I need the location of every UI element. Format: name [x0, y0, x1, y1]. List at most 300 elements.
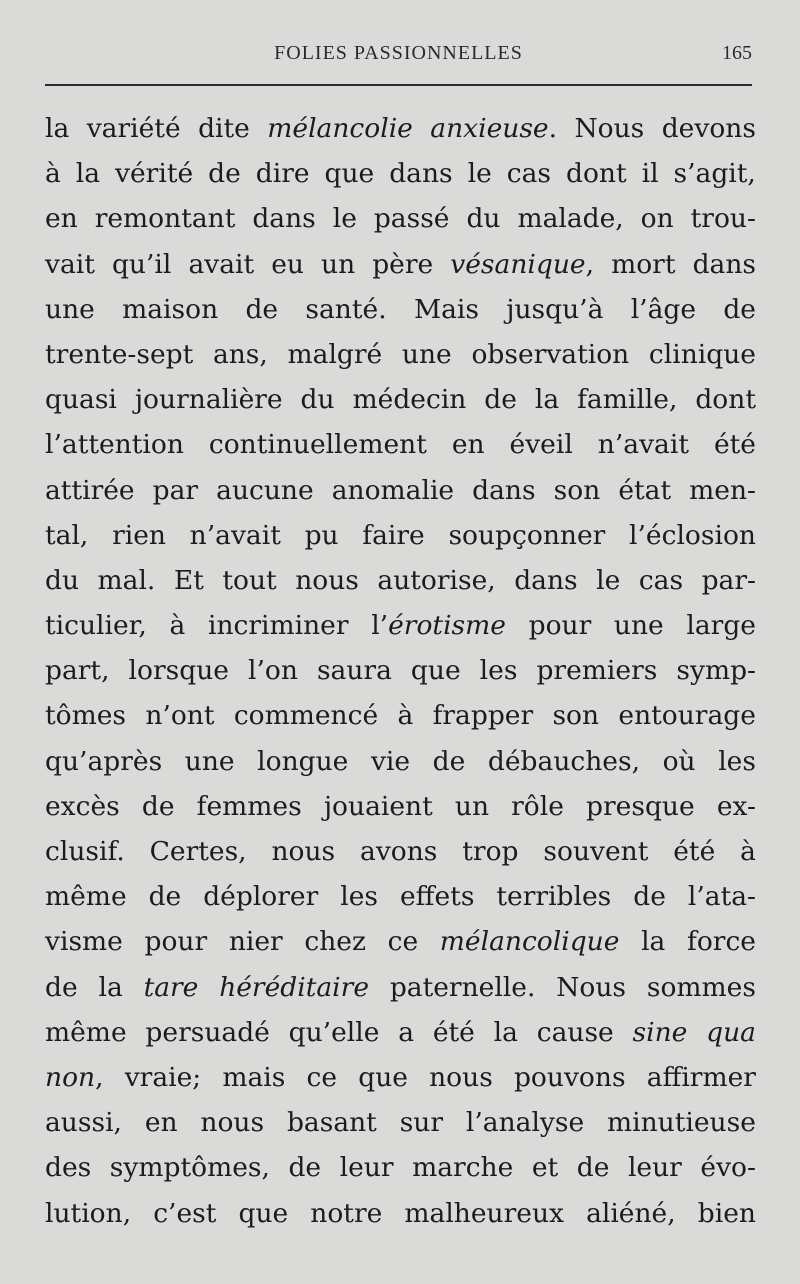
- roman-text: notre: [310, 1197, 383, 1229]
- word: [301, 377, 335, 422]
- roman-text: l’âge: [630, 293, 697, 325]
- word: [271, 829, 335, 874]
- word: [256, 151, 310, 196]
- roman-text: faire: [362, 519, 425, 551]
- word: [372, 242, 433, 287]
- roman-text: tal,: [45, 519, 89, 551]
- word: [76, 151, 100, 196]
- word: [433, 1010, 475, 1055]
- word: [145, 919, 208, 964]
- word: [618, 468, 671, 513]
- roman-text: en: [45, 203, 78, 235]
- word: [371, 739, 410, 784]
- word: [150, 829, 247, 874]
- roman-text: à: [397, 700, 414, 732]
- roman-text: c’est: [153, 1197, 217, 1229]
- roman-text: force: [687, 926, 756, 958]
- text-line: [45, 739, 756, 784]
- word: [305, 513, 339, 558]
- word: [45, 332, 193, 377]
- word: [325, 151, 375, 196]
- roman-text: on: [640, 203, 674, 235]
- roman-text: passé: [373, 203, 450, 235]
- word: [494, 1010, 518, 1055]
- roman-text: son: [553, 474, 601, 506]
- roman-text: dans: [514, 564, 578, 596]
- roman-text: saura: [316, 655, 392, 687]
- roman-text: la: [75, 158, 101, 190]
- word: [723, 287, 756, 332]
- word: [188, 242, 254, 287]
- word: [552, 693, 599, 738]
- roman-text: incriminer: [207, 610, 349, 642]
- word: [674, 151, 756, 196]
- word: [110, 1145, 270, 1190]
- roman-text: ans,: [212, 338, 268, 370]
- word: [647, 965, 756, 1010]
- italic-text: mélancolie: [267, 113, 413, 144]
- word: [429, 1055, 493, 1100]
- roman-text: à: [169, 610, 186, 642]
- word: [98, 965, 122, 1010]
- word: [122, 287, 218, 332]
- word: [641, 919, 665, 964]
- word: [245, 287, 278, 332]
- roman-text: minutieuse: [607, 1107, 756, 1139]
- italic-text: vésanique: [450, 248, 586, 280]
- word: [362, 513, 424, 558]
- roman-text: un: [321, 248, 356, 280]
- word: [340, 874, 378, 919]
- word: [185, 739, 235, 784]
- word: [390, 965, 536, 1010]
- roman-text: à: [45, 158, 61, 190]
- roman-text: l’éclosion: [629, 519, 756, 551]
- word: [317, 648, 392, 693]
- roman-text: de: [576, 1152, 610, 1184]
- word: [468, 151, 492, 196]
- roman-text: pour: [144, 926, 208, 958]
- word: [288, 332, 383, 377]
- word: [717, 784, 756, 829]
- word: [45, 196, 78, 241]
- text-line: [45, 874, 756, 919]
- text-line: [45, 106, 756, 151]
- roman-text: pu: [304, 519, 339, 551]
- roman-text: malheureux: [404, 1197, 564, 1229]
- roman-text: de: [484, 384, 517, 416]
- word: [536, 648, 657, 693]
- roman-text: son: [552, 700, 600, 732]
- word: [248, 648, 298, 693]
- text-line: [45, 287, 756, 332]
- roman-text: bien: [697, 1197, 756, 1229]
- body-text: [45, 106, 756, 1236]
- roman-text: évo-: [700, 1152, 756, 1184]
- word: [430, 106, 557, 151]
- roman-text: Et: [173, 564, 204, 596]
- word: [87, 106, 181, 151]
- word: [633, 1010, 688, 1055]
- word: [332, 468, 454, 513]
- word: [455, 784, 489, 829]
- italic-text: qua: [706, 1016, 756, 1048]
- roman-text: à: [740, 836, 756, 867]
- word: [448, 513, 605, 558]
- roman-text: continuellement: [208, 429, 427, 461]
- word: [388, 919, 419, 964]
- roman-text: clinique: [648, 338, 756, 370]
- word: [324, 784, 433, 829]
- roman-text: qu’il: [111, 248, 172, 280]
- roman-text: où: [662, 745, 696, 777]
- word: [252, 196, 315, 241]
- word: [586, 1191, 676, 1236]
- word: [374, 196, 450, 241]
- roman-text: visme: [45, 926, 123, 958]
- text-line: [45, 1100, 756, 1145]
- word: [257, 739, 348, 784]
- word: [577, 1145, 610, 1190]
- roman-text: anomalie: [331, 474, 455, 506]
- text-line: [45, 919, 756, 964]
- word: [209, 422, 427, 467]
- word: [510, 422, 573, 467]
- word: [45, 513, 88, 558]
- roman-text: éveil: [509, 429, 573, 461]
- roman-text: large: [686, 610, 756, 642]
- word: [45, 558, 79, 603]
- word: [321, 242, 355, 287]
- word: [607, 1100, 756, 1145]
- word: [304, 919, 366, 964]
- roman-text: l’on: [248, 655, 298, 687]
- roman-text: de: [148, 881, 182, 913]
- roman-text: eu: [271, 248, 304, 280]
- word: [377, 558, 495, 603]
- word: [45, 603, 147, 648]
- word: [45, 1191, 131, 1236]
- roman-text: aucune: [216, 474, 314, 506]
- word: [135, 377, 283, 422]
- roman-text: famille,: [577, 384, 678, 416]
- roman-text: vie: [370, 745, 411, 777]
- roman-text: qu’elle: [288, 1016, 380, 1048]
- word: [222, 1055, 285, 1100]
- roman-text: dire: [255, 158, 310, 190]
- word: [197, 784, 302, 829]
- text-line: [45, 242, 756, 287]
- roman-text: premiers: [536, 655, 658, 687]
- italic-text: héréditaire: [219, 971, 370, 1003]
- word: [45, 784, 120, 829]
- roman-text: de: [208, 158, 241, 190]
- roman-text: une: [613, 610, 664, 642]
- roman-text: la: [45, 113, 70, 144]
- roman-text: que: [238, 1197, 289, 1229]
- word: [397, 693, 413, 738]
- word: [289, 1010, 380, 1055]
- roman-text: le: [467, 158, 492, 190]
- roman-text: trou-: [690, 203, 756, 235]
- roman-text: avait: [188, 248, 255, 280]
- word: [517, 196, 623, 241]
- roman-text: en: [451, 429, 485, 461]
- roman-text: trop: [462, 836, 519, 867]
- word: [471, 332, 629, 377]
- roman-text: Nous: [556, 971, 627, 1003]
- word: [496, 874, 611, 919]
- roman-text: de: [633, 881, 666, 913]
- word: [307, 1055, 338, 1100]
- word: [213, 332, 268, 377]
- word: [45, 287, 95, 332]
- roman-text: leur: [627, 1152, 682, 1184]
- word: [174, 558, 204, 603]
- roman-text: été: [673, 836, 716, 867]
- word: [358, 1055, 408, 1100]
- roman-text: malgré: [287, 338, 383, 370]
- word: [440, 919, 620, 964]
- roman-text: persuadé: [145, 1016, 270, 1048]
- roman-text: sur: [399, 1107, 444, 1139]
- roman-text: clusif.: [45, 836, 125, 867]
- roman-text: journalière: [134, 384, 283, 416]
- roman-text: l’analyse: [465, 1107, 585, 1139]
- word: [129, 648, 229, 693]
- word: [200, 1100, 264, 1145]
- word: [45, 829, 125, 874]
- word: [629, 513, 756, 558]
- text-line: [45, 1055, 756, 1100]
- roman-text: que: [410, 655, 461, 687]
- roman-text: santé.: [305, 293, 387, 325]
- word: [288, 1145, 321, 1190]
- word: [45, 919, 123, 964]
- roman-text: déplorer: [203, 881, 319, 913]
- roman-text: souvent: [543, 836, 649, 867]
- roman-text: dont: [565, 158, 627, 190]
- roman-text: paternelle.: [389, 971, 536, 1003]
- roman-text: dont: [695, 384, 756, 416]
- word: [514, 558, 577, 603]
- word: [295, 558, 359, 603]
- word: [586, 784, 695, 829]
- word: [115, 151, 193, 196]
- text-line: [45, 468, 756, 513]
- roman-text: sommes: [646, 971, 756, 1003]
- roman-text: effets: [399, 881, 475, 913]
- header-rule: [45, 84, 752, 86]
- word: [234, 693, 378, 738]
- word: [411, 648, 461, 693]
- roman-text: de: [45, 971, 78, 1003]
- word: [149, 874, 182, 919]
- roman-text: cas: [506, 158, 552, 190]
- word: [412, 1145, 513, 1190]
- italic-text: sine: [632, 1016, 688, 1048]
- word: [702, 558, 756, 603]
- roman-text: une: [401, 338, 452, 370]
- roman-text: été: [432, 1016, 475, 1048]
- roman-text: presque: [586, 790, 695, 822]
- roman-text: .: [548, 113, 558, 144]
- word: [488, 739, 640, 784]
- roman-text: affirmer: [646, 1061, 756, 1093]
- text-line: [45, 377, 756, 422]
- word: [208, 603, 349, 648]
- word: [400, 1100, 443, 1145]
- word: [112, 242, 171, 287]
- word: [673, 829, 715, 874]
- roman-text: lution,: [45, 1197, 132, 1229]
- word: [506, 287, 603, 332]
- word: [45, 242, 95, 287]
- word: [618, 693, 756, 738]
- word: [45, 874, 127, 919]
- word: [631, 287, 696, 332]
- word: [125, 1055, 202, 1100]
- roman-text: dans: [472, 474, 536, 506]
- roman-text: a: [398, 1016, 415, 1048]
- roman-text: de: [432, 745, 466, 777]
- word: [639, 558, 683, 603]
- word: [402, 332, 452, 377]
- roman-text: des: [45, 1152, 92, 1184]
- italic-text: érotisme: [388, 610, 506, 642]
- word: [686, 603, 756, 648]
- word: [466, 1100, 584, 1145]
- roman-text: aussi,: [45, 1107, 122, 1139]
- roman-text: médecin: [352, 384, 467, 416]
- word: [267, 106, 413, 151]
- roman-text: symptômes,: [109, 1152, 270, 1184]
- word: [229, 919, 283, 964]
- roman-text: lorsque: [128, 655, 229, 687]
- roman-text: Mais: [413, 293, 479, 325]
- word: [614, 603, 664, 648]
- text-line: [45, 196, 756, 241]
- roman-text: malade,: [517, 203, 624, 235]
- word: [198, 106, 250, 151]
- word: [112, 513, 166, 558]
- roman-text: Nous: [574, 113, 645, 144]
- roman-text: trente-sept: [45, 338, 194, 370]
- word: [400, 874, 474, 919]
- roman-text: mal.: [97, 564, 156, 596]
- text-line: [45, 693, 756, 738]
- word: [740, 829, 756, 874]
- word: [687, 919, 756, 964]
- roman-text: pour: [528, 610, 592, 642]
- word: [287, 1100, 377, 1145]
- word: [556, 965, 626, 1010]
- roman-text: ex-: [716, 790, 756, 822]
- roman-text: le: [332, 203, 357, 235]
- roman-text: les: [340, 881, 379, 913]
- word: [144, 965, 199, 1010]
- text-line: [45, 965, 756, 1010]
- word: [628, 1145, 682, 1190]
- word: [389, 151, 452, 196]
- word: [45, 1010, 127, 1055]
- roman-text: la: [493, 1016, 518, 1048]
- roman-text: avons: [360, 836, 438, 867]
- word: [511, 784, 564, 829]
- roman-text: soupçonner: [448, 519, 606, 551]
- roman-text: excès: [45, 790, 120, 822]
- roman-text: jusqu’à: [506, 293, 604, 325]
- text-line: [45, 1010, 756, 1055]
- word: [480, 648, 518, 693]
- word: [433, 693, 534, 738]
- word: [663, 739, 696, 784]
- roman-text: rien: [112, 519, 166, 551]
- roman-text: l’ata-: [687, 881, 756, 913]
- word: [641, 196, 674, 241]
- word: [45, 693, 126, 738]
- roman-text: qu’après: [45, 745, 163, 777]
- word: [611, 242, 675, 287]
- text-line: [45, 784, 756, 829]
- word: [98, 558, 156, 603]
- word: [238, 1191, 288, 1236]
- text-line: [45, 151, 756, 196]
- word: [45, 106, 69, 151]
- roman-text: s’agit,: [673, 158, 756, 190]
- word: [45, 468, 135, 513]
- word: [145, 1100, 178, 1145]
- word: [170, 603, 186, 648]
- roman-text: de: [723, 293, 756, 325]
- roman-text: entourage: [618, 700, 756, 732]
- word: [203, 874, 318, 919]
- roman-text: terribles: [496, 881, 612, 913]
- word: [271, 242, 304, 287]
- word: [340, 1145, 394, 1190]
- word: [577, 377, 677, 422]
- text-line: [45, 603, 756, 648]
- roman-text: variété: [86, 113, 181, 144]
- word: [222, 558, 276, 603]
- roman-text: le: [596, 564, 621, 596]
- word: [404, 1191, 564, 1236]
- page-header: [45, 38, 752, 72]
- word: [642, 151, 659, 196]
- word: [718, 739, 756, 784]
- word: [688, 874, 756, 919]
- word: [153, 468, 198, 513]
- roman-text: cas: [638, 564, 684, 596]
- italic-text: mélancolique: [439, 926, 620, 958]
- word: [45, 1055, 104, 1100]
- page-number: 165: [722, 42, 752, 64]
- word: [45, 648, 110, 693]
- word: [353, 377, 467, 422]
- word: [472, 468, 535, 513]
- word: [706, 1010, 756, 1055]
- roman-text: la: [641, 926, 666, 958]
- roman-text: ticulier,: [45, 610, 147, 642]
- roman-text: une: [184, 745, 235, 777]
- italic-text: anxieuse: [430, 113, 549, 144]
- roman-text: il: [641, 158, 659, 190]
- word: [507, 151, 551, 196]
- word: [45, 1100, 122, 1145]
- word: [574, 106, 644, 151]
- roman-text: nous: [271, 836, 336, 867]
- roman-text: les: [479, 655, 518, 687]
